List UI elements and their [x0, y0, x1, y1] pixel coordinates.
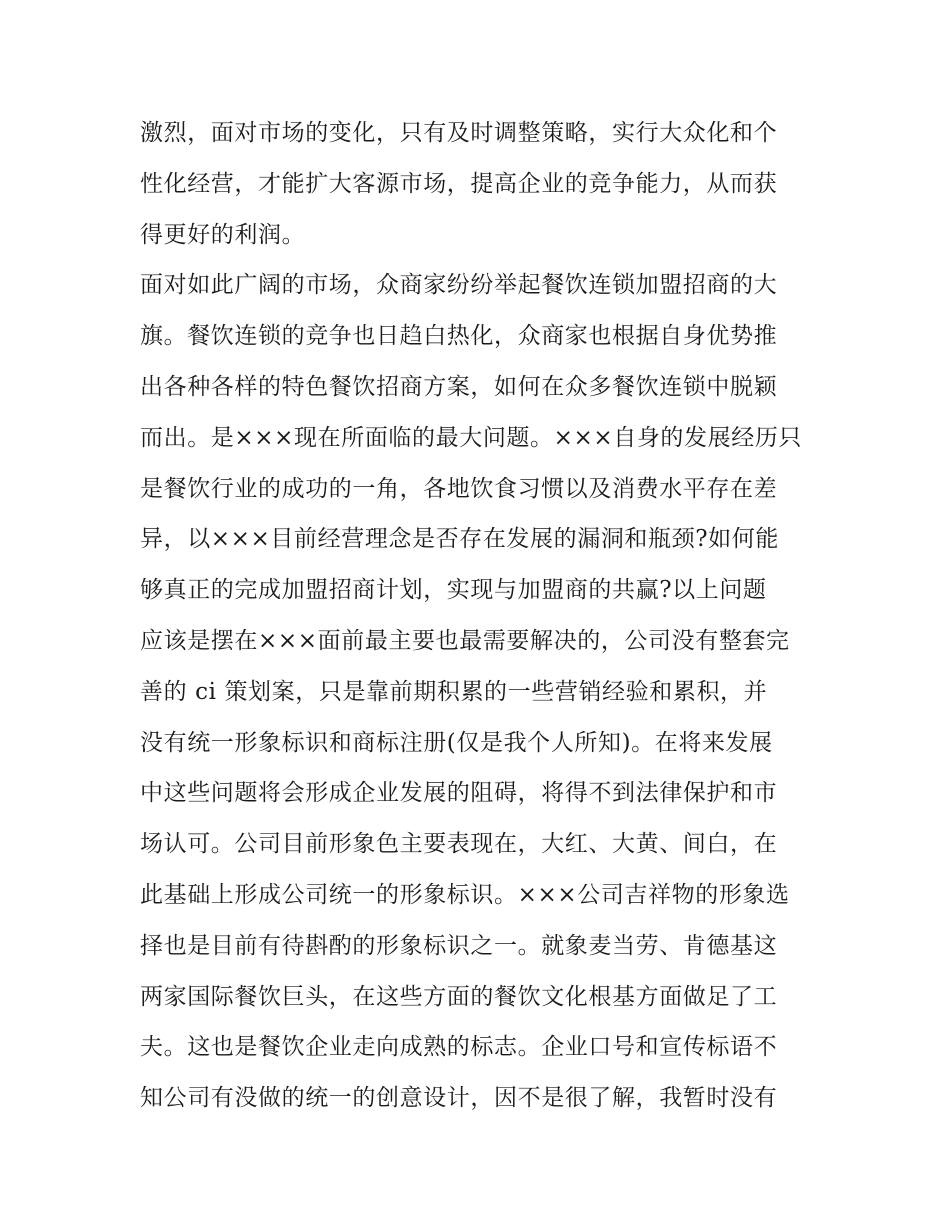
text-line-4: 面对如此广阔的市场，众商家纷纷举起餐饮连锁加盟招商的大	[140, 272, 778, 299]
text-line-7: 而出。是×××现在所面临的最大问题。×××自身的发展经历只	[140, 424, 803, 451]
text-line-15: 场认可。公司目前形象色主要表现在，大红、大黄、间白，在	[140, 831, 778, 858]
text-line-3: 得更好的利润。	[140, 221, 306, 248]
text-line-14: 中这些问题将会形成企业发展的阻碍，将得不到法律保护和市	[140, 780, 778, 807]
text-line-9: 异，以×××目前经营理念是否存在发展的漏洞和瓶颈?如何能	[140, 526, 779, 553]
text-line-18: 两家国际餐饮巨头，在这些方面的餐饮文化根基方面做足了工	[140, 983, 778, 1010]
text-line-2: 性化经营，才能扩大客源市场，提高企业的竞争能力，从而获	[140, 170, 778, 197]
text-line-20: 知公司有没做的统一的创意设计，因不是很了解，我暂时没有	[140, 1085, 778, 1112]
text-line-8: 是餐饮行业的成功的一角，各地饮食习惯以及消费水平存在差	[140, 475, 778, 502]
text-line-6: 出各种各样的特色餐饮招商方案，如何在众多餐饮连锁中脱颖	[140, 373, 778, 400]
text-line-12: 善的 ci 策划案，只是靠前期积累的一些营销经验和累积，并	[140, 678, 768, 705]
text-line-17: 择也是目前有待斟酌的形象标识之一。就象麦当劳、肯德基这	[140, 932, 778, 959]
text-line-16: 此基础上形成公司统一的形象标识。×××公司吉祥物的形象选	[140, 881, 790, 908]
body-text	[140, 108, 820, 1124]
text-line-1: 激烈，面对市场的变化，只有及时调整策略，实行大众化和个	[140, 120, 778, 146]
text-line-11: 应该是摆在×××面前最主要也最需要解决的，公司没有整套完	[140, 627, 790, 654]
text-line-13: 没有统一形象标识和商标注册(仅是我个人所知)。在将来发展	[140, 729, 773, 756]
text-line-19: 夫。这也是餐饮企业走向成熟的标志。企业口号和宣传标语不	[140, 1034, 778, 1061]
text-line-5: 旗。餐饮连锁的竞争也日趋白热化，众商家也根据自身优势推	[140, 323, 778, 350]
text-line-10: 够真正的完成加盟招商计划，实现与加盟商的共赢?以上问题	[140, 577, 767, 604]
